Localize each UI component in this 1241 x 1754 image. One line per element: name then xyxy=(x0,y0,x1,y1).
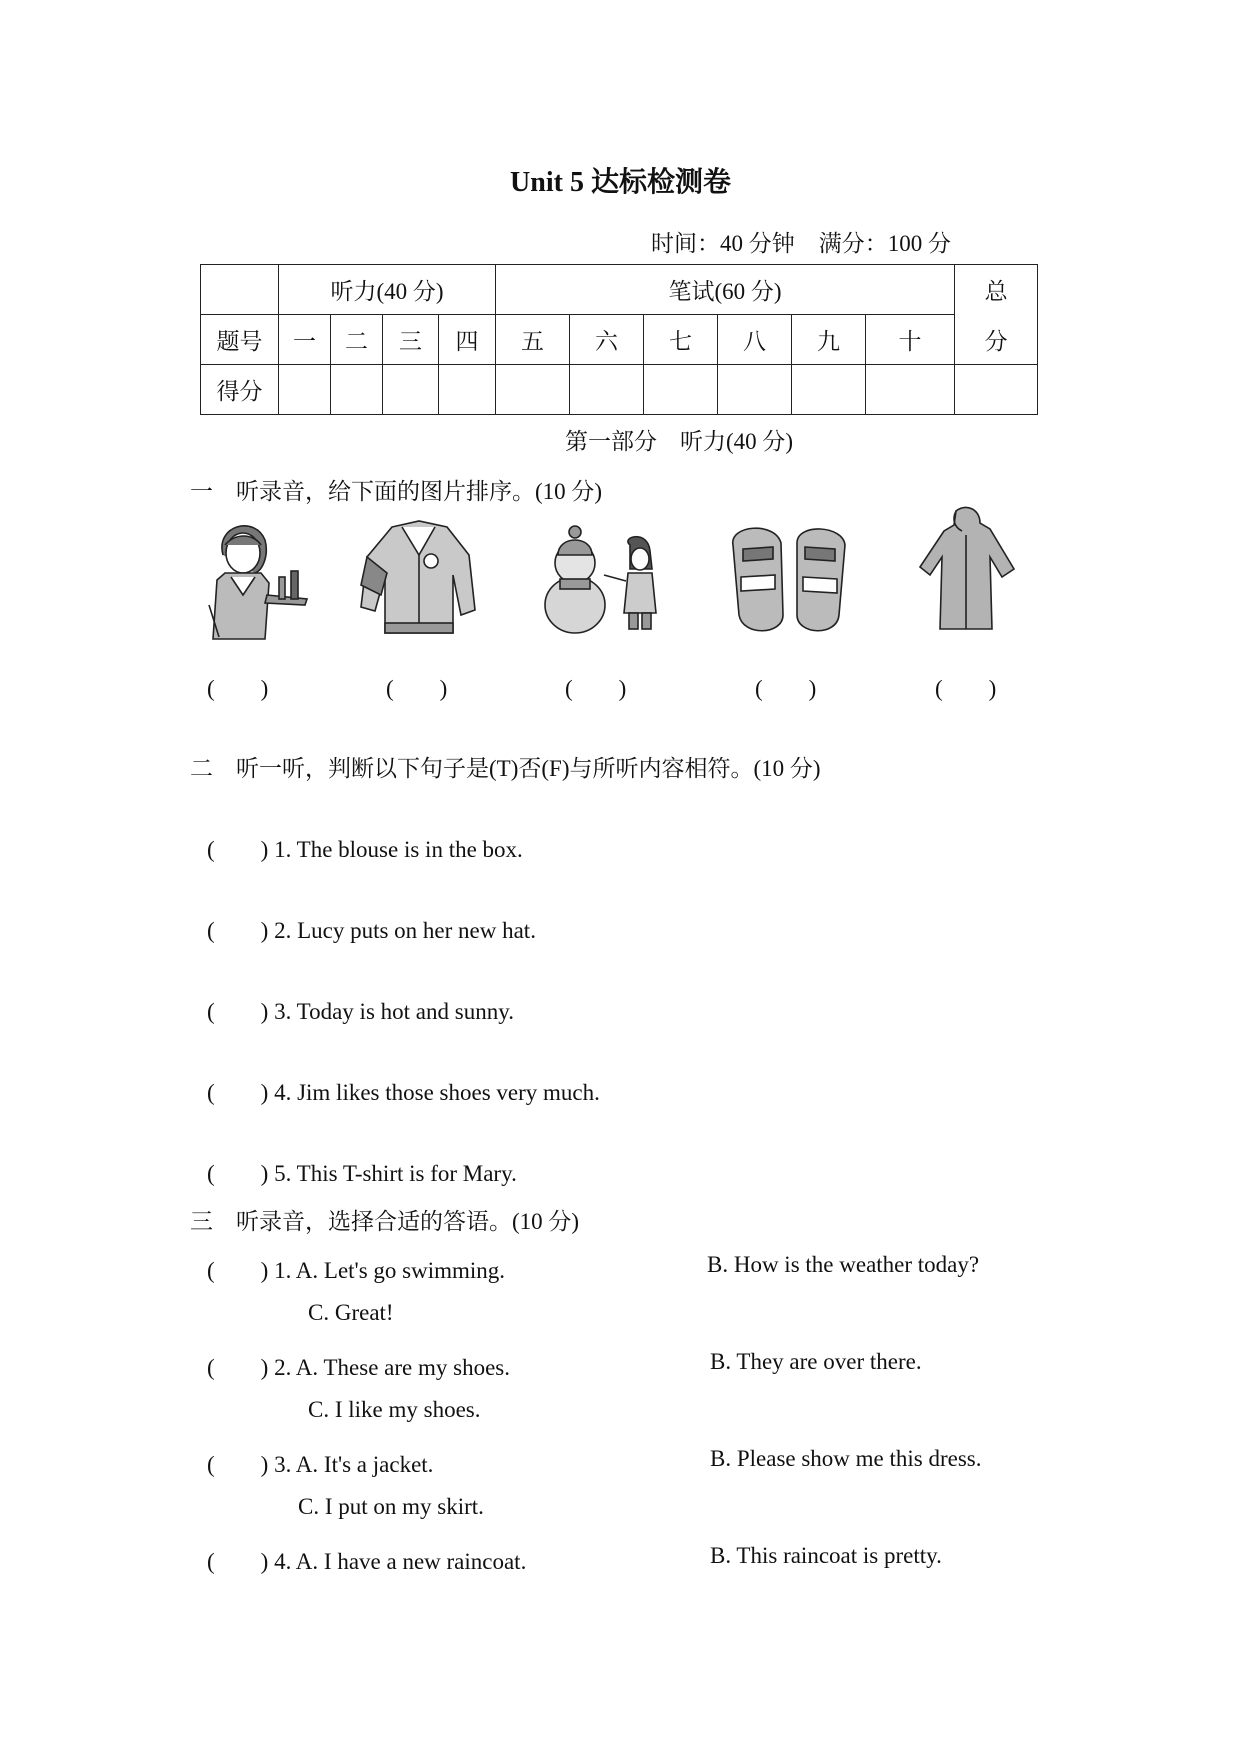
q-num: 四 xyxy=(439,315,496,365)
writing-header: 笔试(60 分) xyxy=(496,265,955,315)
choice-option-a: ( ) 2. A. These are my shoes. xyxy=(207,1355,510,1380)
choice-option-c: C. Great! xyxy=(308,1300,394,1325)
sandals-icon xyxy=(725,515,853,640)
choice-option-a: ( ) 1. A. Let's go swimming. xyxy=(207,1258,506,1283)
score-cell[interactable] xyxy=(439,365,496,415)
choice-option-b: B. How is the weather today? xyxy=(707,1252,980,1277)
q-num: 十 xyxy=(866,315,955,365)
waitress-icon xyxy=(195,515,310,640)
table-empty-cell xyxy=(201,265,279,315)
score-cell[interactable] xyxy=(570,365,644,415)
time-limit: 时间：40 分钟 xyxy=(651,231,795,256)
section-3-heading: 三 听录音，选择合适的答语。(10 分) xyxy=(190,1209,580,1234)
page-title: Unit 5 达标检测卷 xyxy=(510,167,731,198)
score-cell[interactable] xyxy=(331,365,383,415)
q-num: 六 xyxy=(570,315,644,365)
score-cell[interactable] xyxy=(644,365,718,415)
question-number-label: 题号 xyxy=(201,315,279,365)
jacket-icon xyxy=(357,515,482,640)
score-cell[interactable] xyxy=(866,365,955,415)
choice-option-a: ( ) 4. A. I have a new raincoat. xyxy=(207,1549,527,1574)
exam-meta xyxy=(651,225,951,258)
tf-item: ( ) 4. Jim likes those shoes very much. xyxy=(207,1080,600,1105)
picture-answer-blank[interactable]: ( ) xyxy=(755,676,817,701)
q-num: 一 xyxy=(279,315,331,365)
choice-option-b: B. This raincoat is pretty. xyxy=(710,1543,942,1568)
section-1-heading: 一 听录音，给下面的图片排序。(10 分) xyxy=(190,479,603,504)
tf-item: ( ) 5. This T-shirt is for Mary. xyxy=(207,1161,517,1186)
score-cell[interactable] xyxy=(718,365,792,415)
q-num: 七 xyxy=(644,315,718,365)
total-header-2: 分 xyxy=(955,315,1038,365)
q-num: 九 xyxy=(792,315,866,365)
score-cell[interactable] xyxy=(383,365,439,415)
score-cell[interactable] xyxy=(496,365,570,415)
choice-option-b: B. They are over there. xyxy=(710,1349,922,1374)
q-num: 三 xyxy=(383,315,439,365)
snowman-girl-icon xyxy=(540,515,665,640)
raincoat-icon xyxy=(918,505,1018,635)
choice-option-c: C. I like my shoes. xyxy=(308,1397,481,1422)
picture-answer-blank[interactable]: ( ) xyxy=(565,676,627,701)
score-cell[interactable] xyxy=(279,365,331,415)
listening-header: 听力(40 分) xyxy=(279,265,496,315)
picture-answer-blank[interactable]: ( ) xyxy=(386,676,448,701)
q-num: 五 xyxy=(496,315,570,365)
choice-option-b: B. Please show me this dress. xyxy=(710,1446,982,1471)
tf-item: ( ) 1. The blouse is in the box. xyxy=(207,837,523,862)
score-cell[interactable] xyxy=(955,365,1038,415)
q-num: 八 xyxy=(718,315,792,365)
part-one-heading: 第一部分 听力(40 分) xyxy=(564,429,794,454)
choice-option-c: C. I put on my skirt. xyxy=(298,1494,484,1519)
score-table xyxy=(200,264,1038,415)
score-cell[interactable] xyxy=(792,365,866,415)
q-num: 二 xyxy=(331,315,383,365)
picture-answer-blank[interactable]: ( ) xyxy=(207,676,269,701)
tf-item: ( ) 3. Today is hot and sunny. xyxy=(207,999,514,1024)
total-header-1: 总 xyxy=(955,265,1038,315)
score-label: 得分 xyxy=(201,365,279,415)
choice-option-a: ( ) 3. A. It's a jacket. xyxy=(207,1452,434,1477)
tf-item: ( ) 2. Lucy puts on her new hat. xyxy=(207,918,536,943)
picture-answer-blank[interactable]: ( ) xyxy=(935,676,997,701)
section-2-heading: 二 听一听，判断以下句子是(T)否(F)与所听内容相符。(10 分) xyxy=(190,756,821,781)
full-score: 满分：100 分 xyxy=(818,231,951,256)
